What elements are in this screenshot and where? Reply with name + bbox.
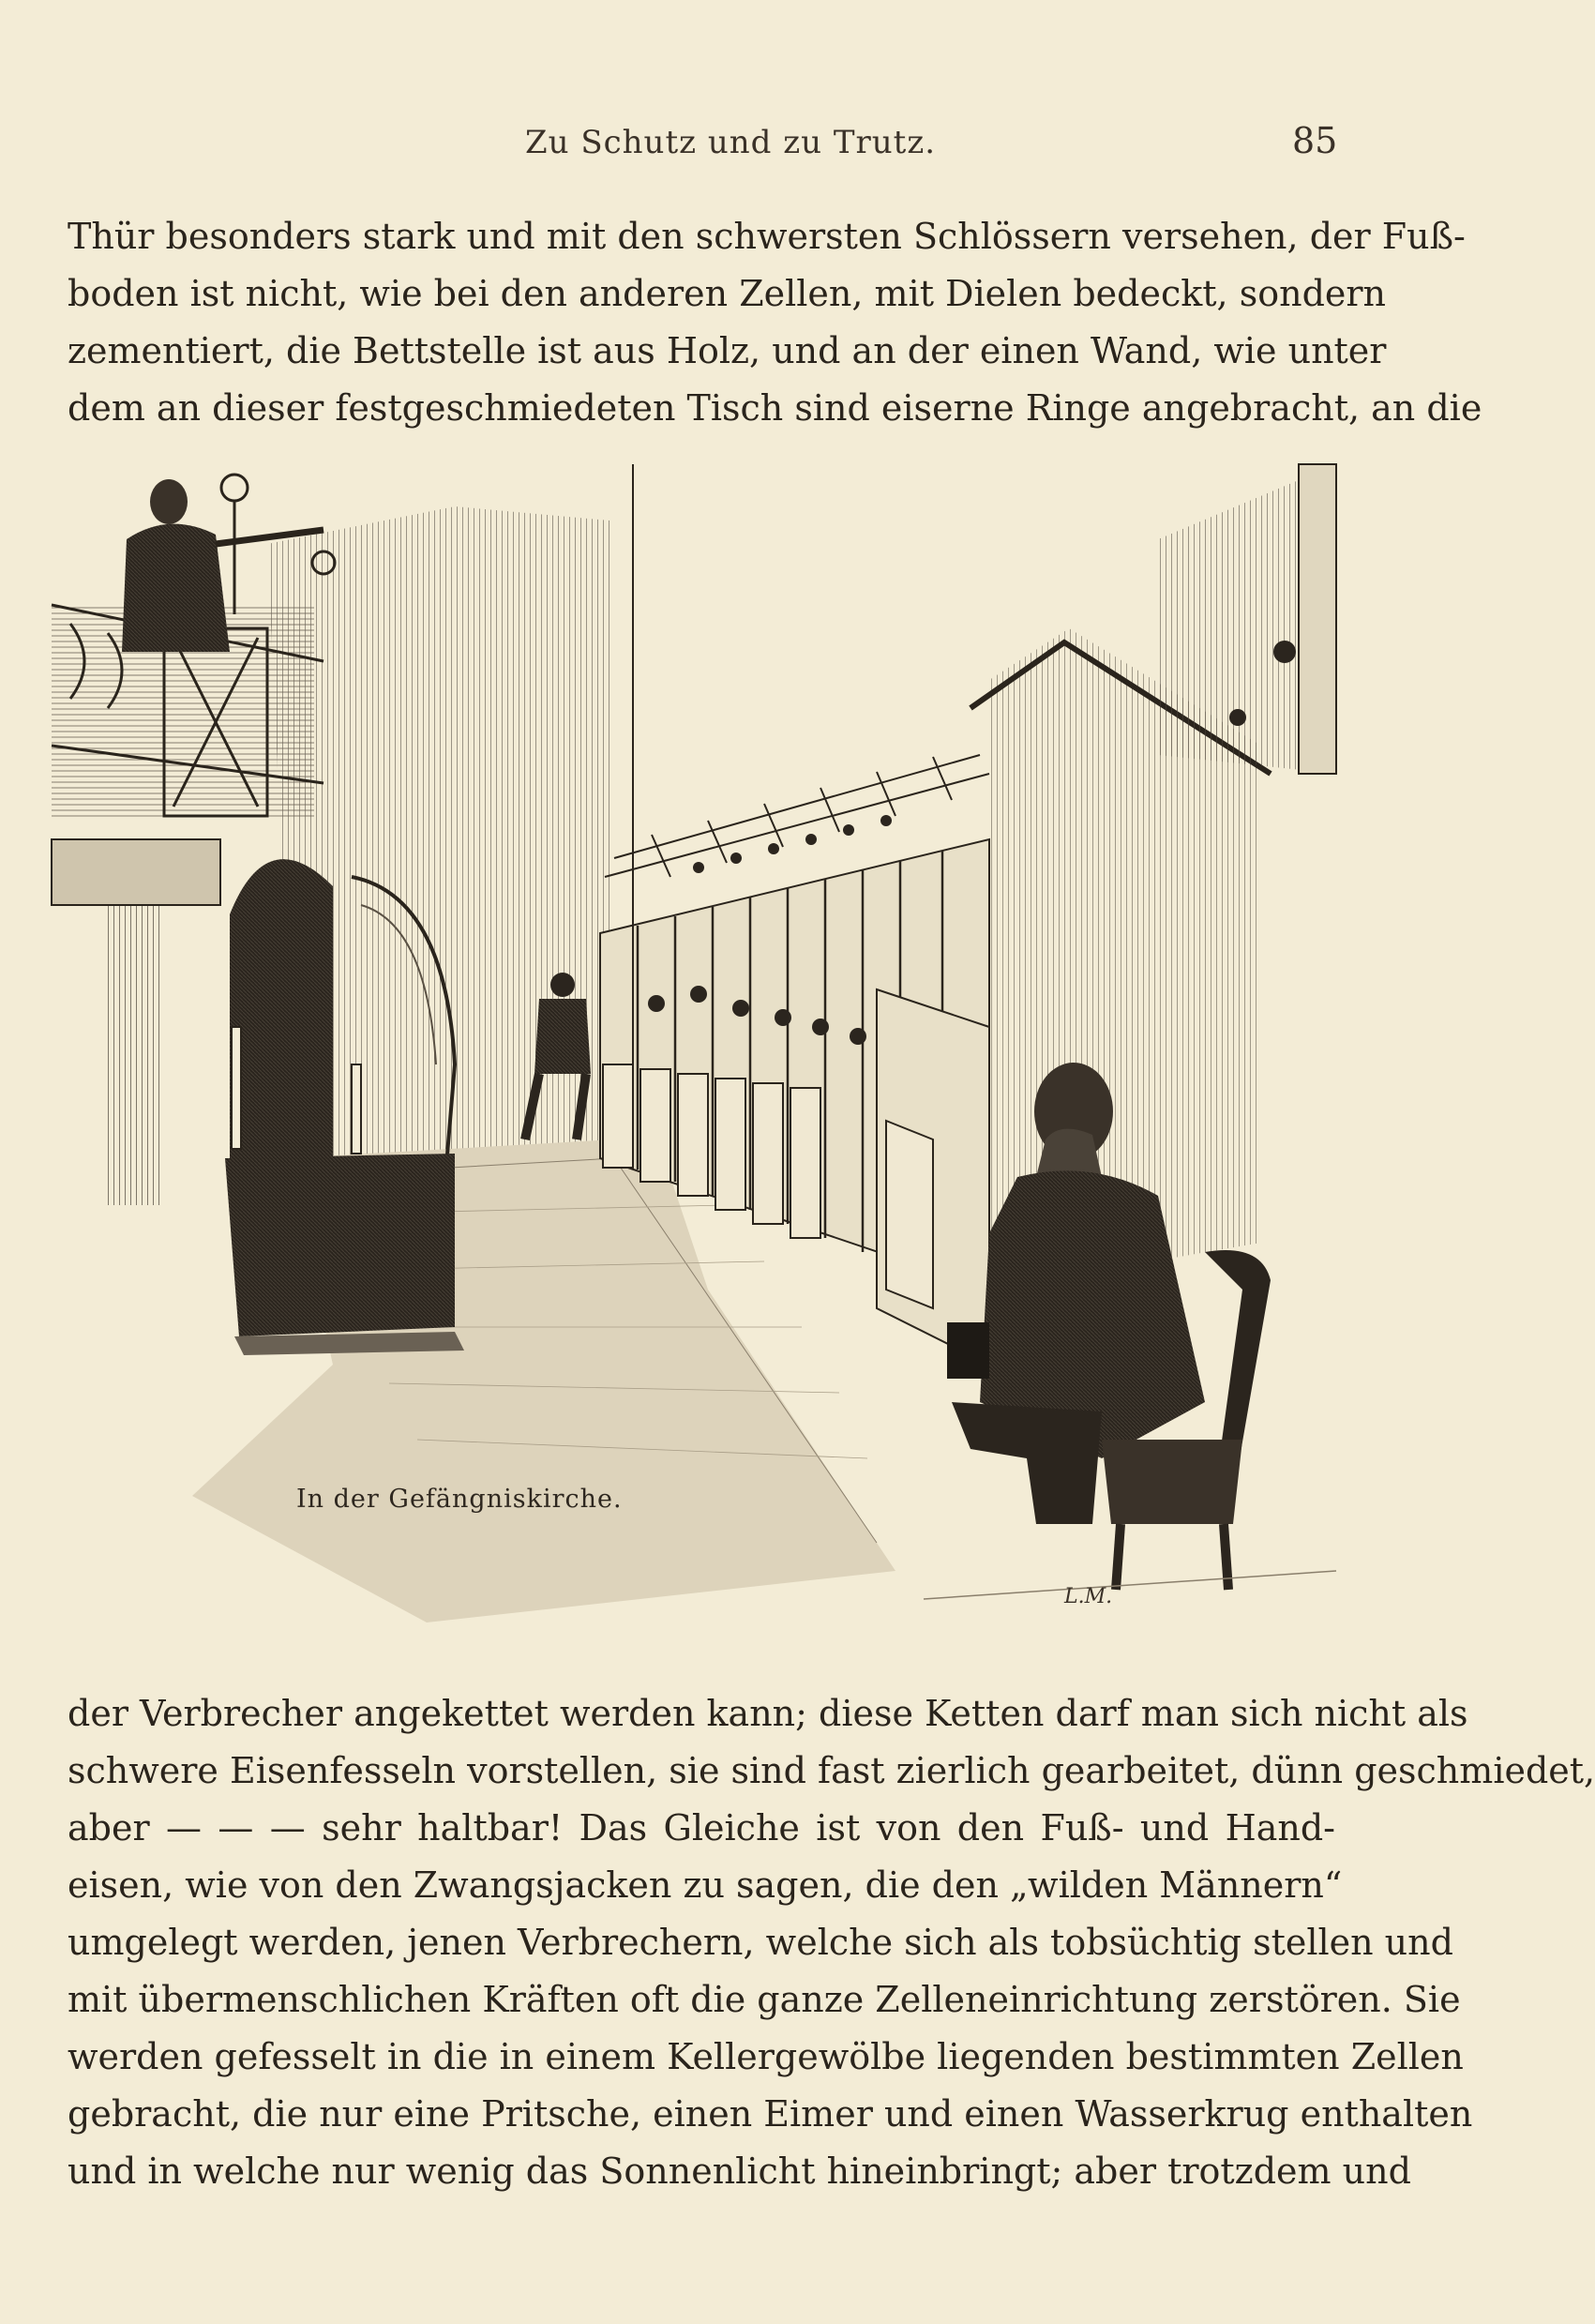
text-line: gebracht, die nur eine Pritsche, einen Eimer und einen Wasserkrug enthalten [68, 2093, 1473, 2135]
text-line: aber — — — sehr haltbar! Das Gleiche ist von den Fuß- und Hand- [68, 1807, 1335, 1849]
top-paragraph [68, 208, 1482, 437]
illustration-caption: In der Gefängniskirche. [296, 1485, 623, 1514]
page-number: 85 [1292, 120, 1338, 161]
text-line: Thür besonders stark und mit den schwersten Schlössern versehen, der Fuß- [68, 216, 1466, 257]
bottom-paragraph [68, 1685, 1595, 2200]
text-line: schwere Eisenfesseln vorstellen, sie sind fast zierlich gearbeitet, dünn geschmiedet, [68, 1750, 1595, 1791]
artist-signature: L.M. [1064, 1585, 1113, 1608]
running-title: Zu Schutz und zu Trutz. [525, 124, 937, 161]
text-line: umgelegt werden, jenen Verbrechern, welche sich als tobsüchtig stellen und [68, 1922, 1453, 1963]
text-line: eisen, wie von den Zwangsjacken zu sagen, die den „wilden Männern“ [68, 1864, 1343, 1906]
text-line: mit übermenschlichen Kräften oft die ganze Zelleneinrichtung zerstören. Sie [68, 1979, 1461, 2020]
text-line: der Verbrecher angekettet werden kann; diese Ketten darf man sich nicht als [68, 1693, 1468, 1734]
running-head [0, 120, 1481, 167]
text-line: werden gefesselt in die in einem Kellergewölbe liegenden bestimmten Zellen [68, 2036, 1464, 2077]
text-line: zementiert, die Bettstelle ist aus Holz, und an der einen Wand, wie unter [68, 330, 1387, 371]
text-line: dem an dieser festgeschmiedeten Tisch sind eiserne Ringe angebracht, an die [68, 387, 1482, 429]
text-line: boden ist nicht, wie bei den anderen Zellen, mit Dielen bedeckt, sondern [68, 273, 1387, 314]
prison-church-engraving [52, 464, 1336, 1622]
text-line: und in welche nur wenig das Sonnenlicht hineinbringt; aber trotzdem und [68, 2150, 1411, 2192]
